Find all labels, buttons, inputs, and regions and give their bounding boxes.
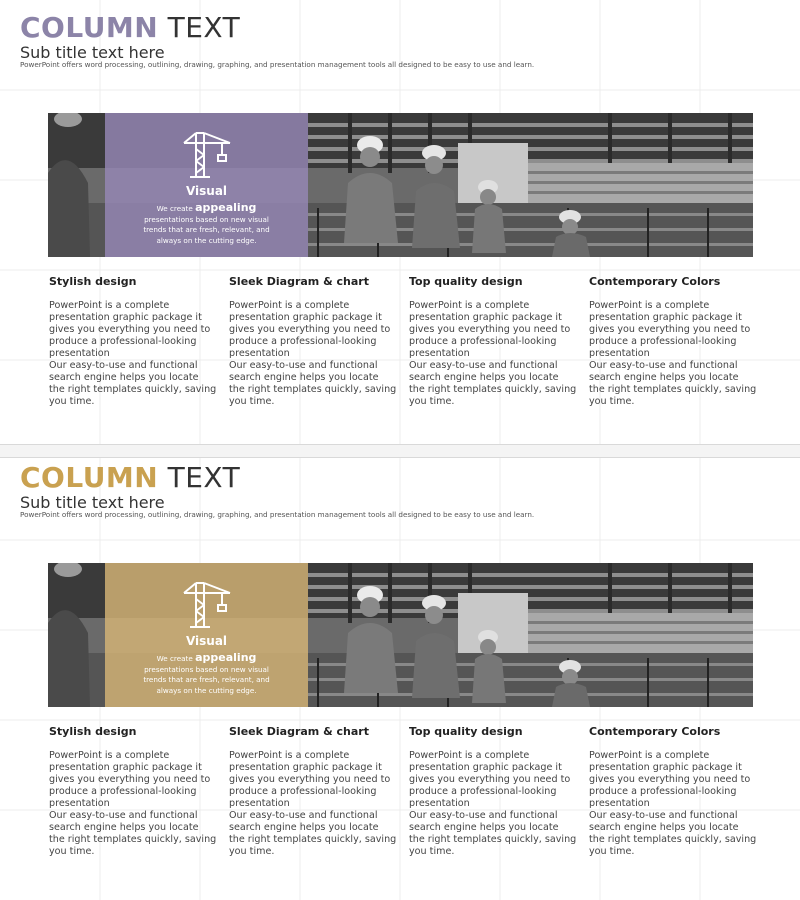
column-heading: Sleek Diagram & chart — [229, 275, 369, 288]
column-heading: Stylish design — [49, 725, 137, 738]
banner-image — [48, 113, 753, 257]
column-body: PowerPoint is a complete presentation graphic package it gives you everything you need to produce a professional-looking presentation Our easy-to-use and functional search engine helps you locate the right templates quickly, saving you time. — [589, 300, 757, 407]
column-heading: Sleek Diagram & chart — [229, 725, 369, 738]
column-body: PowerPoint is a complete presentation graphic package it gives you everything you need to produce a professional-looking presentation Our easy-to-use and functional search engine helps you locate the right templates quickly, saving you time. — [229, 750, 397, 857]
visual-label: Visual — [185, 634, 228, 648]
column-4 — [589, 725, 757, 858]
column-3 — [409, 725, 577, 858]
column-heading: Top quality design — [409, 275, 523, 288]
title-rest: TEXT — [158, 461, 241, 494]
column-2 — [229, 275, 397, 408]
column-heading: Contemporary Colors — [589, 275, 721, 288]
title-accent: COLUMN — [20, 11, 159, 44]
crane-icon — [182, 131, 232, 179]
slide-title — [20, 462, 240, 494]
column-heading: Contemporary Colors — [589, 725, 721, 738]
subtitle: Sub title text here — [20, 43, 165, 62]
visual-text: We create appealing presentations based on new visual trends that are fresh, relevant, and always on the cutting edge. — [143, 201, 270, 245]
column-4 — [589, 275, 757, 408]
description: PowerPoint offers word processing, outlining, drawing, graphing, and presentation management tools all designed to be easy to use and learn. — [20, 510, 535, 519]
crane-icon — [182, 581, 232, 629]
column-1 — [49, 275, 217, 408]
column-3 — [409, 275, 577, 408]
column-body: PowerPoint is a complete presentation graphic package it gives you everything you need to produce a professional-looking presentation Our easy-to-use and functional search engine helps you locate the right templates quickly, saving you time. — [49, 750, 217, 857]
column-heading: Stylish design — [49, 275, 137, 288]
subtitle: Sub title text here — [20, 493, 165, 512]
column-body: PowerPoint is a complete presentation graphic package it gives you everything you need to produce a professional-looking presentation Our easy-to-use and functional search engine helps you locate the right templates quickly, saving you time. — [409, 750, 577, 857]
column-1 — [49, 725, 217, 858]
visual-label: Visual — [185, 184, 228, 198]
column-body: PowerPoint is a complete presentation graphic package it gives you everything you need to produce a professional-looking presentation Our easy-to-use and functional search engine helps you locate the right templates quickly, saving you time. — [589, 750, 757, 857]
visual-overlay — [105, 113, 308, 257]
column-heading: Top quality design — [409, 725, 523, 738]
slide-gold — [0, 450, 800, 900]
column-body: PowerPoint is a complete presentation graphic package it gives you everything you need to produce a professional-looking presentation Our easy-to-use and functional search engine helps you locate the right templates quickly, saving you time. — [49, 300, 217, 407]
visual-text: We create appealing presentations based on new visual trends that are fresh, relevant, and always on the cutting edge. — [143, 651, 270, 695]
column-body: PowerPoint is a complete presentation graphic package it gives you everything you need to produce a professional-looking presentation Our easy-to-use and functional search engine helps you locate the right templates quickly, saving you time. — [229, 300, 397, 407]
column-2 — [229, 725, 397, 858]
description: PowerPoint offers word processing, outlining, drawing, graphing, and presentation management tools all designed to be easy to use and learn. — [20, 60, 535, 69]
slide-title — [20, 12, 240, 44]
visual-overlay — [105, 563, 308, 707]
column-body: PowerPoint is a complete presentation graphic package it gives you everything you need to produce a professional-looking presentation Our easy-to-use and functional search engine helps you locate the right templates quickly, saving you time. — [409, 300, 577, 407]
banner-image — [48, 563, 753, 707]
title-accent: COLUMN — [20, 461, 159, 494]
title-rest: TEXT — [158, 11, 241, 44]
